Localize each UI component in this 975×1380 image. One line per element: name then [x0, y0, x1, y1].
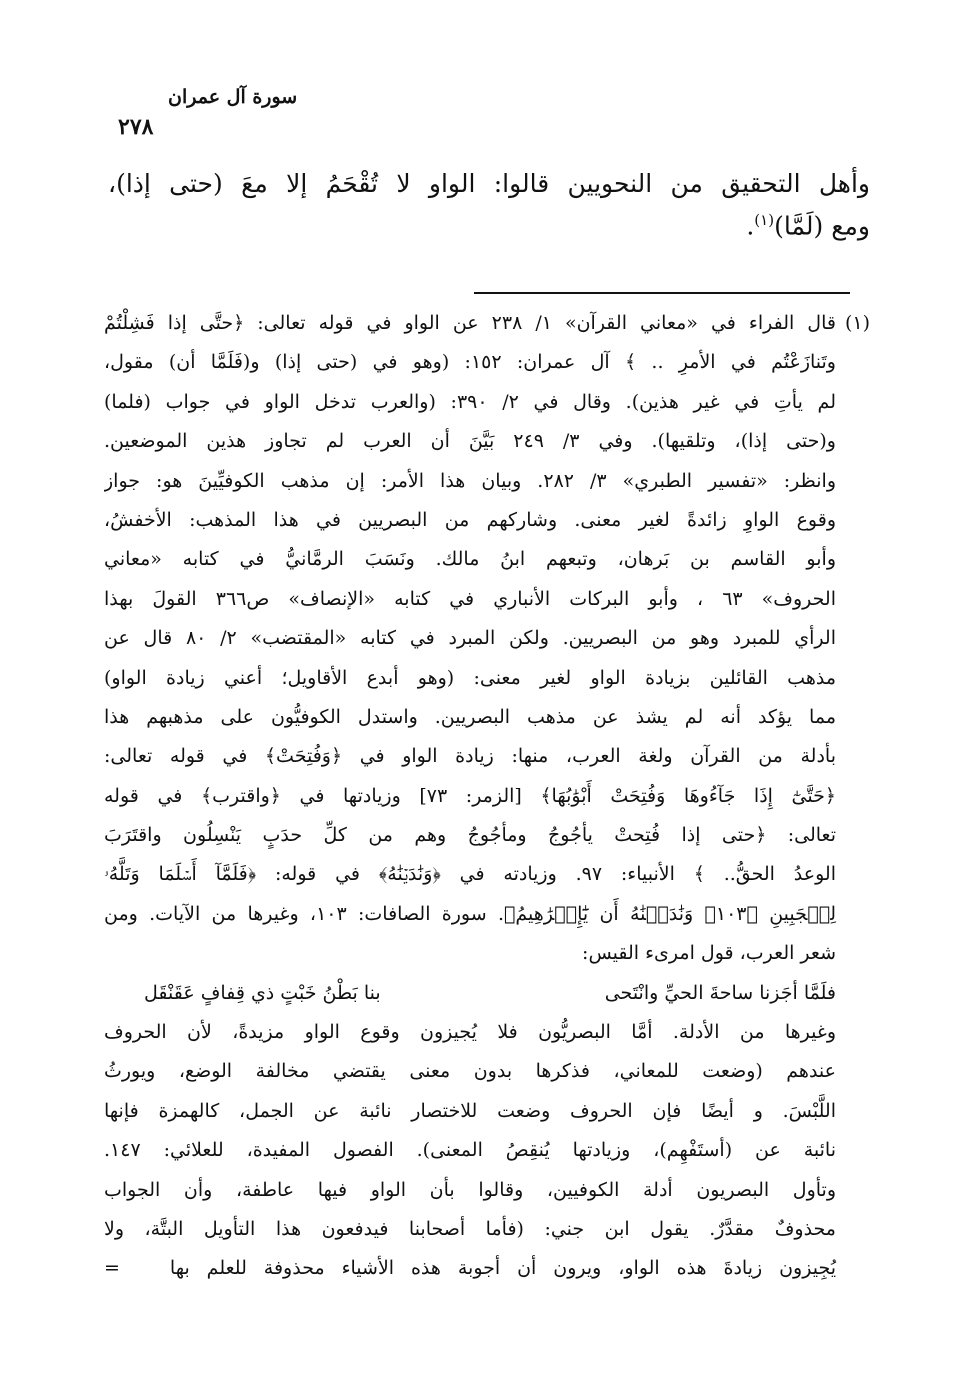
footnote-line: وأبو القاسم بن بَرهان، وتبعهم ابنُ مالك. ونَسَبَ الرمَّانيُّ في كتابه «معاني [104, 548, 836, 571]
footnote-line: الحروف» ٦٣ ، وأبو البركات الأنباري في كتابه «الإنصاف» ص٣٦٦ القولَ بهذا [104, 587, 836, 610]
running-header-title: سورة آل عمران [168, 86, 298, 108]
footnote-line: بأدلة من القرآن ولغة العرب، منها: زيادة الواو في ﴿وَفُتِحَتْ﴾ في قوله تعالى: [104, 745, 836, 768]
footnote-line: وغيرها من الأدلة. أمَّا البصريُّون فلا يُجيزون وقوع الواو مزيدةً، لأن الحروف [104, 1021, 836, 1044]
verse-first-hemistich: فلَمَّا أجَزنا ساحةَ الحيِّ وانْتَحى [604, 981, 836, 1004]
footnote-line: الوعدُ الحقُّ.. ﴾ الأنبياء: ٩٧. وزيادته في ﴿وَنَٰدَيۡنَٰهُ﴾ في قوله: ﴿فَلَمَّآ أَسۡلَمَا وَتَلَّهُۥ [104, 863, 836, 886]
footnote-line: مذهب القائلين بزيادة الواو لغير معنى: (وهو أبدع الأقاويل؛ أعني زيادة الواو) [104, 666, 836, 689]
footnote-line [104, 1251, 870, 1290]
main-line [108, 202, 870, 241]
footnote-marker: (١) [844, 312, 870, 334]
footnote-line: لم يأتِ في غير هذين). وقال في ٢/ ٣٩٠: (والعرب تدخل الواو في جواب (فلما) [104, 390, 836, 413]
footnote-line: نائبة عن (أستَفْهِم)، وزيادتها يُنقِصُ المعنى). الفصول المفيدة، للعلائي: ١٤٧. [104, 1139, 836, 1162]
footnote [104, 306, 870, 1291]
poetry-verse [104, 976, 870, 1015]
footnote-line: مما يؤكد أنه لم يشذ عن مذهب البصريين. واستدل الكوفيُّون على مذهبهم هذا [104, 705, 836, 728]
footnote-line [104, 306, 870, 345]
page-number: ٢٧٨ [118, 114, 154, 140]
footnote-line: وانظر: «تفسير الطبري» ٣/ ٢٨٢. وبيان هذا الأمر: إن مذهب الكوفيِّينَ هو: جواز [104, 469, 836, 492]
footnote-ref[interactable]: (١) [754, 211, 775, 229]
footnote-line: شعر العرب، قول امرىء القيس: [582, 942, 836, 965]
footnote-line: وقوع الواوِ زائدةً لغير معنى. وشاركهم من البصريين في هذا المذهب: الأخفشُ، [104, 508, 836, 531]
continuation-mark: = [104, 1257, 120, 1280]
footnote-separator [474, 292, 850, 294]
footnote-line: اللَّبْسَ. و أيضًا فإن الحروف وضعت للاختصار نائبة عن الجمل، كالهمزة فإنها [104, 1099, 836, 1122]
footnote-line: عندهم (وضعت للمعاني، فذكرها بدون معنى يقتضي مخالفة الوضع، ويورثُ [104, 1060, 836, 1083]
main-text [108, 166, 870, 241]
footnote-line: تعالى: ﴿حتى إذا فُتِحتْ يأجُوجُ ومأجُوجُ وهم من كلِّ حدَبٍ يَنْسِلُون واقتَرَبَ [104, 824, 836, 847]
footnote-line: الرأي للمبرد وهو من البصريين. ولكن المبرد في كتابه «المقتضب» ٢/ ٨٠ قال عن [104, 627, 836, 650]
footnote-line: لِلۡجَبِينِ ﴿١٠٣﴾ وَنَٰدَيۡنَٰهُ أَن يَٰٓإِبۡرَٰهِيمُ﴾. سورة الصافات: ١٠٣، وغيرها من الآيات. ومن [104, 902, 836, 925]
verse-second-hemistich: بنا بَطْنُ خَبْتٍ ذي قِفافٍ عَقَنْقَل [144, 981, 381, 1004]
footnote-line: و(حتى إذا)، وتلقيها). وفي ٣/ ٢٤٩ بَيَّنَ أن العرب لم تجاوز هذين الموضعين. [104, 430, 836, 453]
main-line: وأهل التحقيق من النحويين قالوا: الواو لا تُقْحَمُ إلا معَ (حتى إذا)، [108, 169, 870, 198]
footnote-line-text: قال الفراء في «معاني القرآن» ١/ ٢٣٨ عن الواو في قوله تعالى: ﴿حتَّى إذا فَشِلْتُمْ [104, 312, 836, 334]
footnote-line: وتأول البصريون أدلة الكوفيين، وقالوا بأن الواو فيها عاطفة، وأن الجواب [104, 1178, 836, 1201]
footnote-line-text: يُجِيزون زيادةَ هذه الواو، ويرون أن أجوبة هذه الأشياء محذوفة للعلم بها [169, 1257, 836, 1280]
footnote-line: وتَنازَعْتُم في الأمرِ .. ﴾ آل عمران: ١٥٢: (وهو في (حتى إذا) و(فَلَمَّا أن) مقول، [104, 351, 836, 374]
main-line-text: ومع (لَمَّا) [774, 211, 870, 241]
footnote-line: محذوفٌ مقدَّرٌ. يقول ابن جني: (فأما أصحابنا فيدفعون هذا التأويل البتَّة، ولا [104, 1217, 836, 1240]
main-line-end: . [746, 211, 755, 241]
footnote-line: ﴿حَتَّىٰٓ إِذَا جَآءُوهَا وَفُتِحَتْ أَبْوَٰبُهَا﴾ [الزمر: ٧٣] وزيادتها في ﴿واقترب﴾ في قوله [104, 784, 836, 807]
